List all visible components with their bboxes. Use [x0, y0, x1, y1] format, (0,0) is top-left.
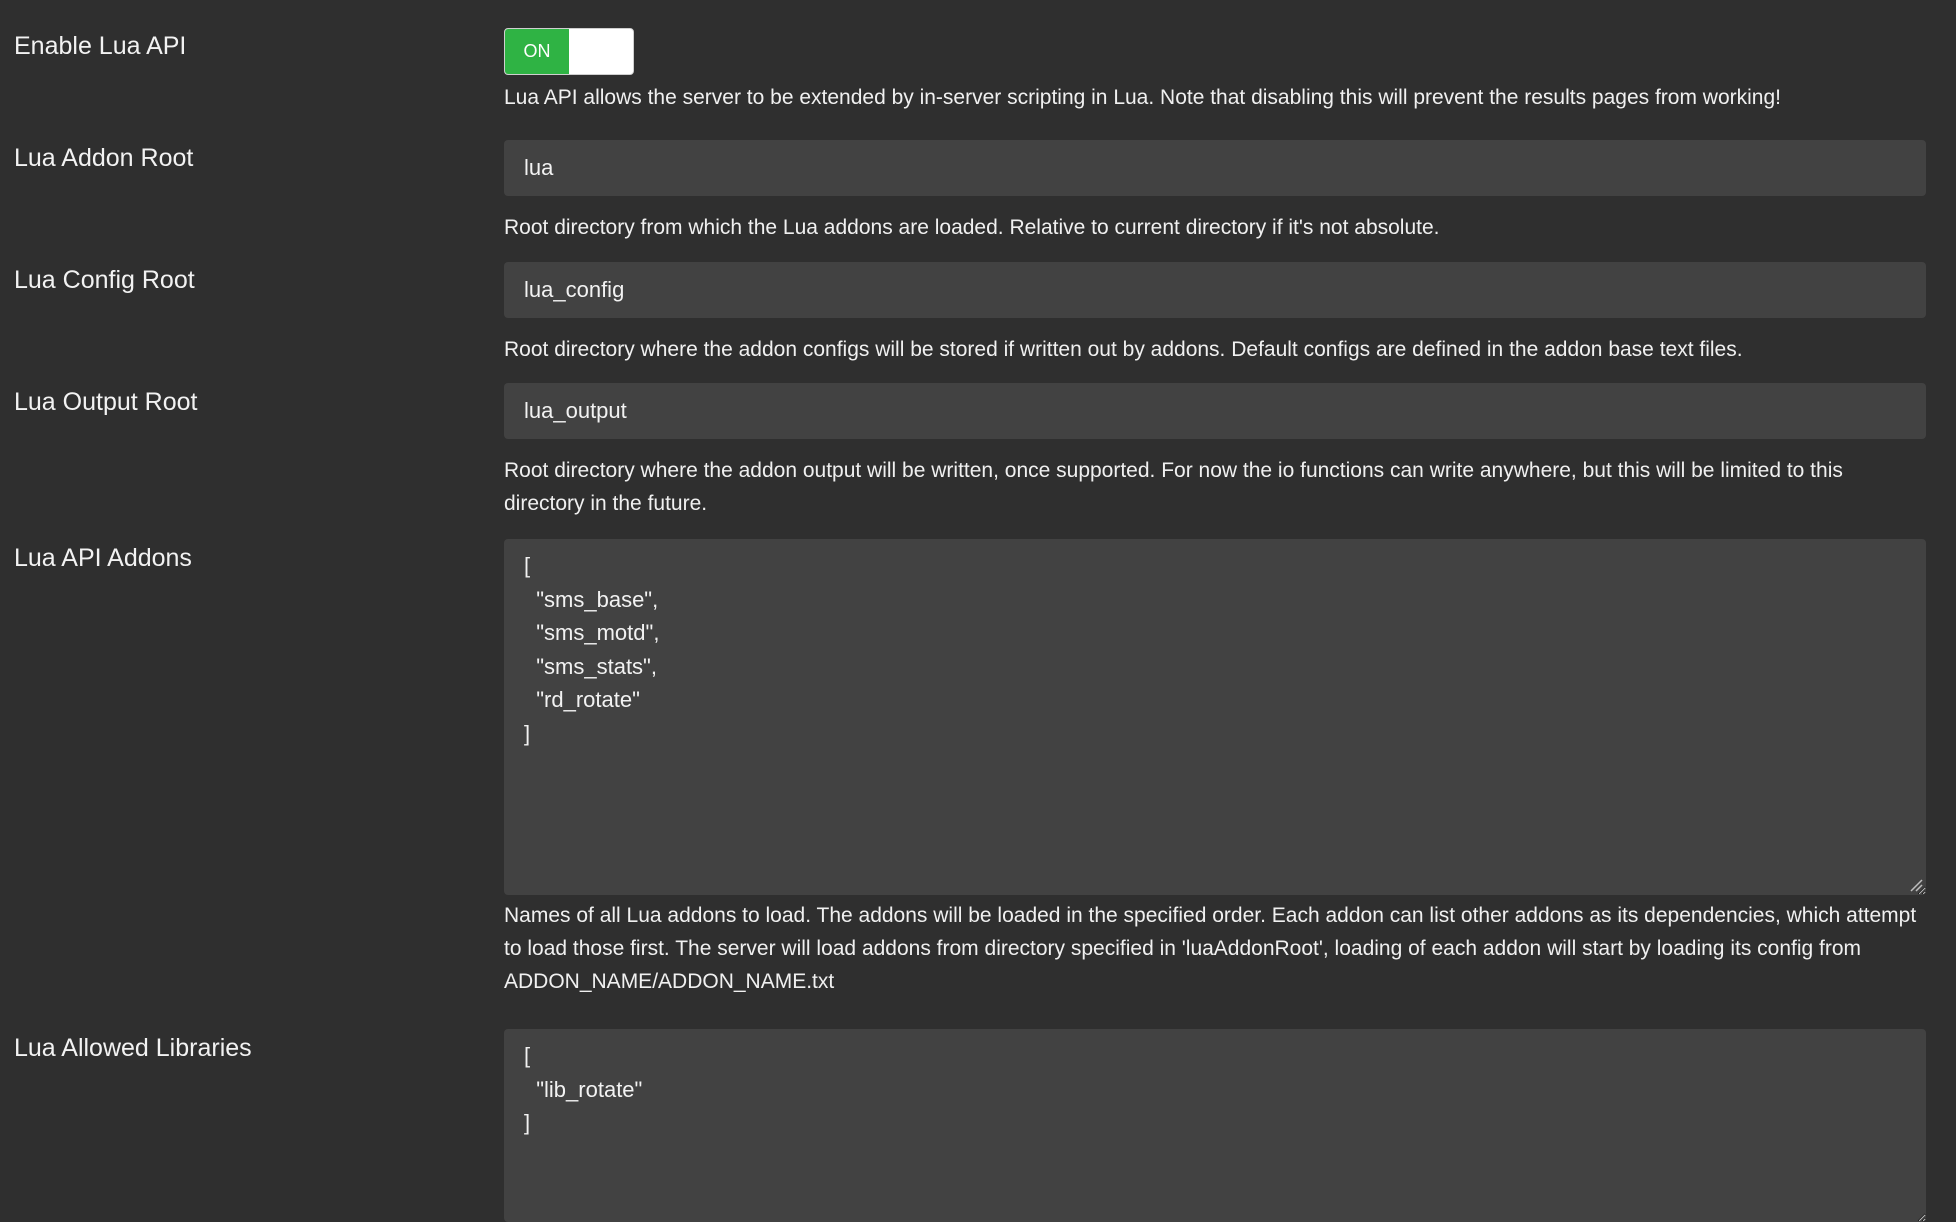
lua-allowed-libraries-label: Lua Allowed Libraries [14, 1034, 252, 1062]
resize-grip-icon[interactable] [1909, 878, 1923, 892]
lua-output-root-help: Root directory where the addon output will be written, once supported. For now the io functions can write anywhere, but this will be limited to this directory in the future. [504, 459, 1843, 515]
lua-api-addons-control [504, 539, 1926, 998]
lua-config-root-help: Root directory where the addon configs will be stored if written out by addons. Default configs are defined in the addon base text files. [504, 338, 1743, 361]
lua-addon-root-control [504, 140, 1926, 244]
lua-allowed-libraries-control [504, 1029, 1926, 1222]
lua-api-addons-textarea[interactable] [504, 539, 1926, 895]
lua-config-root-label: Lua Config Root [14, 266, 195, 294]
lua-addon-root-input[interactable] [504, 140, 1926, 196]
lua-output-root-input[interactable] [504, 383, 1926, 439]
lua-output-root-label: Lua Output Root [14, 388, 198, 416]
enable-lua-api-help: Lua API allows the server to be extended by in-server scripting in Lua. Note that disabling this will prevent the results pages from working! [504, 86, 1781, 109]
toggle-on-label: ON [505, 29, 569, 74]
lua-allowed-libraries-textarea[interactable] [504, 1029, 1926, 1222]
enable-lua-api-label: Enable Lua API [14, 32, 187, 60]
toggle-knob [569, 29, 633, 74]
lua-config-root-control [504, 262, 1926, 366]
lua-addon-root-label: Lua Addon Root [14, 144, 194, 172]
lua-addon-root-help: Root directory from which the Lua addons are loaded. Relative to current directory if it's not absolute. [504, 216, 1440, 239]
lua-api-addons-label: Lua API Addons [14, 544, 192, 572]
enable-lua-api-control [504, 28, 1926, 114]
lua-api-addons-help: Names of all Lua addons to load. The addons will be loaded in the specified order. Each addon can list other addons as its dependencies, which attempt to load those first. The server will load addons from directory specified in 'luaAddonRoot', loading of each addon will start by loading its config from ADDON_NAME/ADDON_NAME.txt [504, 904, 1917, 993]
lua-config-root-input[interactable] [504, 262, 1926, 318]
lua-output-root-control [504, 383, 1926, 520]
enable-lua-api-toggle[interactable] [504, 28, 634, 75]
lua-api-addons-textarea-wrap [504, 539, 1926, 895]
